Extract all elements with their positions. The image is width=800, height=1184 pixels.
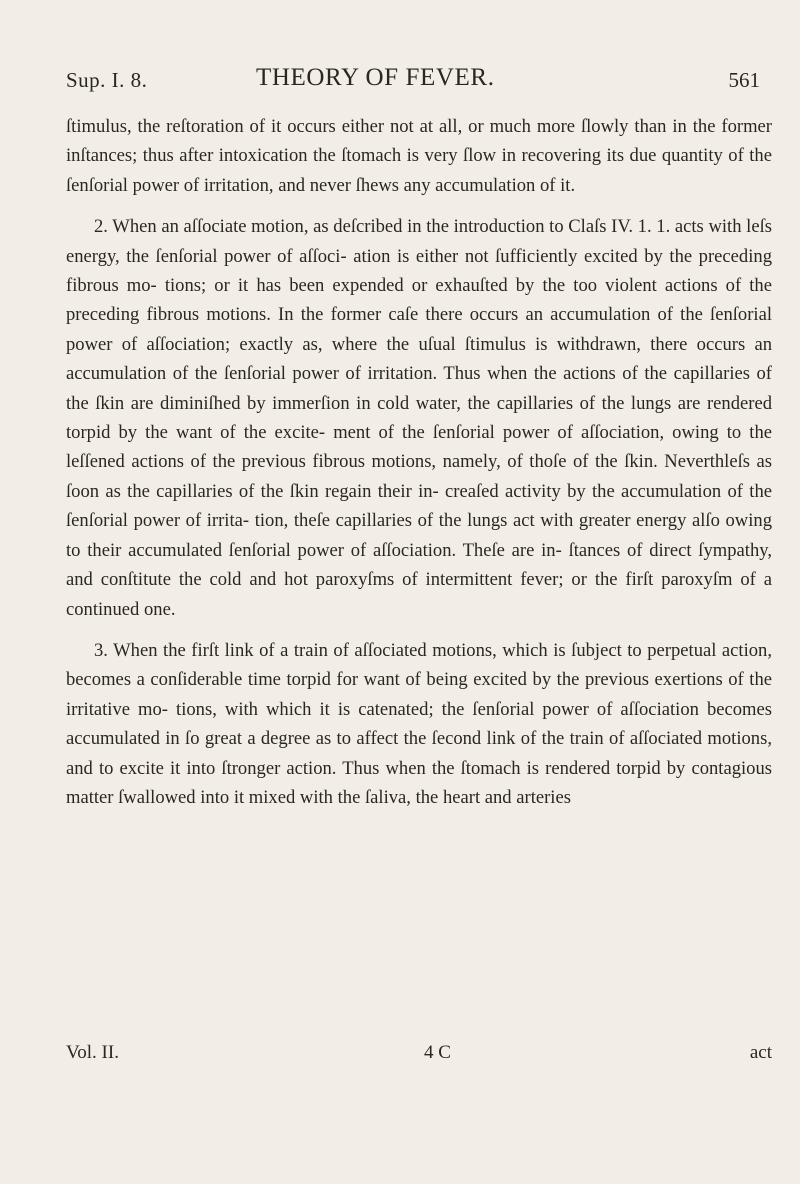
body-text xyxy=(66,112,772,812)
signature-mark: 4 C xyxy=(424,1042,451,1063)
catchword: act xyxy=(749,1042,772,1063)
paragraph-2: 2. When an aſſociate motion, as deſcribed in the introduction to Claſs IV. 1. 1. acts with leſs energy, the ſenſorial power of aſſoci- ation is either not ſufficiently excited by the preceding fibrous mo- tions; or it has been expended or exhauſted by the too violent actions of the preceding fibrous motions. In the former caſe there occurs an accumulation of the ſenſorial power of aſſociation; exactly as, where the uſual ſtimulus is withdrawn, there occurs an accumulation of the ſenſorial power of irritation. Thus when the actions of the capillaries of the ſkin are diminiſhed by immerſion in cold water, the capillaries of the lungs are rendered torpid by the want of the excite- ment of the ſenſorial power of aſſociation, owing to the leſſened actions of the previous fibrous motions, namely, of thoſe of the ſkin. Neverthleſs as ſoon as the capillaries of the ſkin regain their in- creaſed activity by the accumulation of the ſenſorial power of irrita- tion, theſe capillaries of the lungs act with greater energy alſo owing to their accumulated ſenſorial power of aſſociation. Theſe are in- ſtances of direct ſympathy, and conſtitute the cold and hot paroxyſms of intermittent fever; or the firſt paroxyſm of a continued one. xyxy=(66,216,772,620)
page-footer xyxy=(66,1042,772,1072)
volume-label: Vol. II. xyxy=(66,1042,119,1063)
section-reference: Sup. I. 8. xyxy=(66,68,148,92)
paragraph-3: 3. When the firſt link of a train of aſſociated motions, which is ſubject to perpetual action, becomes a conſiderable time torpid for want of being excited by the previous exertions of the irritative mo- tions, with which it is catenated; the ſenſorial power of aſſociation becomes accumulated in ſo great a degree as to affect the ſecond link of the train of aſſociated motions, and to excite it into ſtronger action. Thus when the ſtomach is rendered torpid by contagious matter ſwallowed into it mixed with the ſaliva, the heart and arteries xyxy=(66,639,772,808)
running-header xyxy=(66,64,760,94)
running-title: THEORY OF FEVER. xyxy=(256,64,495,91)
paragraph-continued: ſtimulus, the reſtoration of it occurs either not at all, or much more ſlowly than in the former inſtances; thus after intoxication the ſtomach is very ſlow in recovering its due quantity of the ſenſorial power of irritation, and never ſhews any accumulation of it. xyxy=(66,116,772,196)
page-number: 561 xyxy=(728,68,760,92)
